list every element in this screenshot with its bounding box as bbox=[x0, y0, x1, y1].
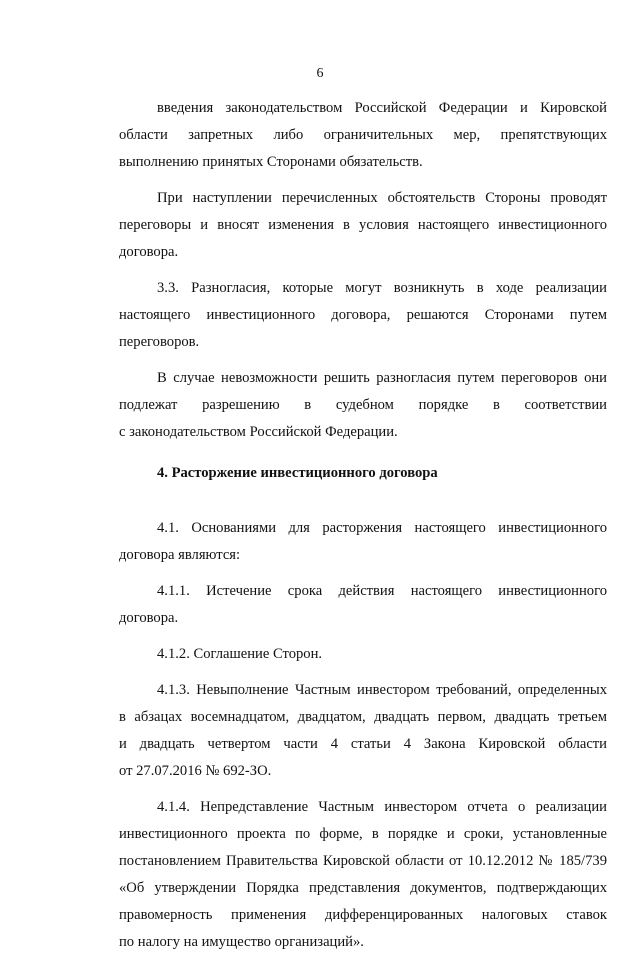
text-line: 4.1.4. Непредставление Частным инвестором отчета о реализации bbox=[157, 799, 607, 815]
paragraph-4-1 bbox=[119, 515, 607, 569]
text-line: подлежат разрешению в судебном порядке в соответствии bbox=[119, 397, 607, 413]
text-line: инвестиционного проекта по форме, в порядке и сроки, установленные bbox=[119, 826, 607, 842]
text-line: договора. bbox=[119, 244, 179, 260]
page-number: 6 bbox=[316, 66, 324, 81]
paragraph-4-1-4 bbox=[119, 794, 607, 956]
text-line: 3.3. Разногласия, которые могут возникнуть в ходе реализации bbox=[157, 280, 607, 296]
paragraph-4-1-1 bbox=[119, 578, 607, 632]
text-line: в абзацах восемнадцатом, двадцатом, двадцать первом, двадцать третьем bbox=[119, 709, 607, 725]
text-line: 4.1.2. Соглашение Сторон. bbox=[157, 646, 323, 662]
text-line: 4.1. Основаниями для расторжения настоящего инвестиционного bbox=[157, 520, 607, 536]
text-line: от 27.07.2016 № 692-ЗО. bbox=[119, 763, 272, 779]
text-line: по налогу на имущество организаций». bbox=[119, 934, 364, 950]
text-line: договора являются: bbox=[119, 547, 241, 563]
text-line: «Об утверждении Порядка представления документов, подтверждающих bbox=[119, 880, 607, 896]
text-line: настоящего инвестиционного договора, решаются Сторонами путем bbox=[119, 307, 607, 323]
text-line: и двадцать четвертом части 4 статьи 4 Закона Кировской области bbox=[119, 736, 607, 752]
text-line: При наступлении перечисленных обстоятельств Стороны проводят bbox=[157, 190, 607, 206]
text-line: правомерность применения дифференцированных налоговых ставок bbox=[119, 907, 607, 923]
paragraph-3-3 bbox=[119, 275, 607, 356]
text-line: постановлением Правительства Кировской области от 10.12.2012 № 185/739 bbox=[119, 853, 607, 869]
paragraph-court bbox=[119, 365, 607, 446]
paragraph-4-1-2 bbox=[119, 641, 607, 668]
text-line: 4.1.1. Истечение срока действия настоящего инвестиционного bbox=[157, 583, 607, 599]
paragraph-4-1-3 bbox=[119, 677, 607, 785]
section-heading: 4. Расторжение инвестиционного договора bbox=[157, 465, 438, 481]
paragraph-circumstances bbox=[119, 185, 607, 266]
text-line: В случае невозможности решить разногласия путем переговоров они bbox=[157, 370, 607, 386]
document-body bbox=[119, 95, 607, 965]
text-line: выполнению принятых Сторонами обязательств. bbox=[119, 154, 423, 170]
text-line: введения законодательством Российской Федерации и Кировской bbox=[157, 100, 607, 116]
text-line: 4.1.3. Невыполнение Частным инвестором требований, определенных bbox=[157, 682, 607, 698]
text-line: с законодательством Российской Федерации. bbox=[119, 424, 398, 440]
text-line: переговоры и вносят изменения в условия настоящего инвестиционного bbox=[119, 217, 607, 233]
text-line: договора. bbox=[119, 610, 179, 626]
paragraph-closing-clause bbox=[119, 95, 607, 176]
text-line: области запретных либо ограничительных мер, препятствующих bbox=[119, 127, 607, 143]
text-line: переговоров. bbox=[119, 334, 200, 350]
